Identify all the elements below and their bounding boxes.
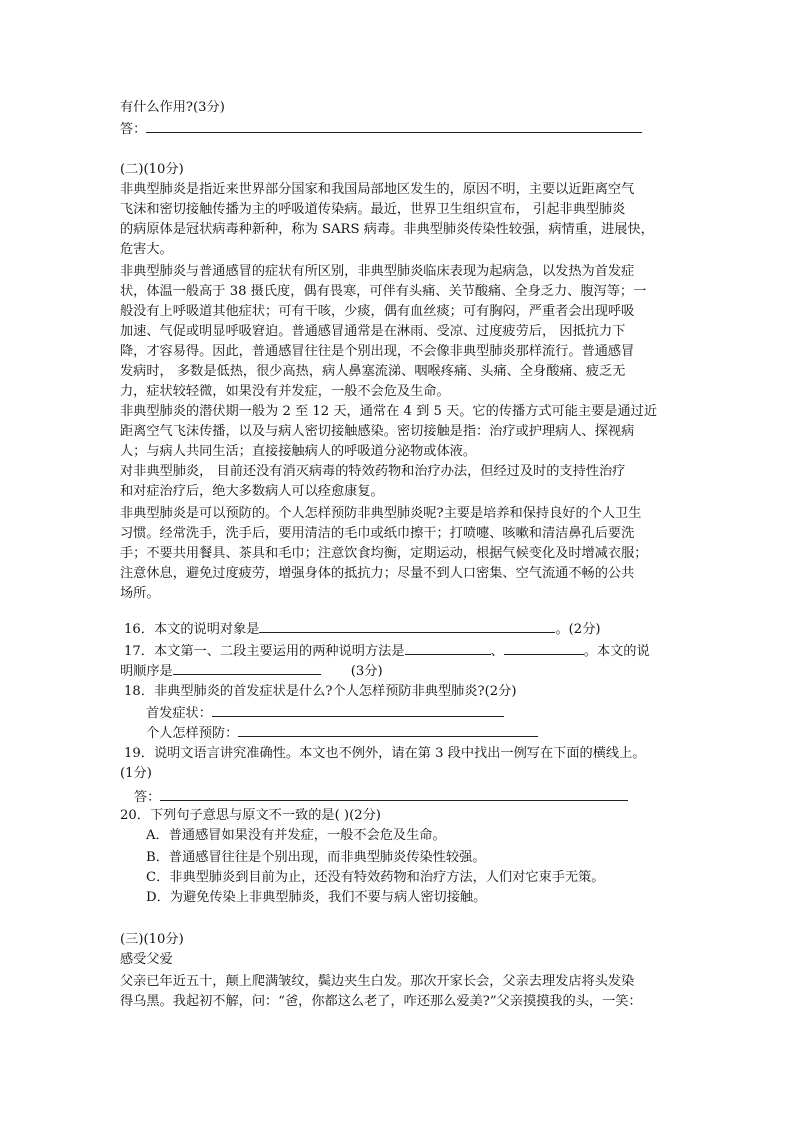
answer-blank-18a[interactable] [212,702,504,717]
question-15-tail: 有什么作用?(3分) [120,100,225,115]
paragraph-1-line-3: 的病原体是冠状病毒种新种，称为 SARS 病毒。非典型肺炎传染性较强，病情重，进展快， [120,222,654,237]
paragraph-3-line-1: 非典型肺炎的潜伏期一般为 2 至 12 天，通常在 4 到 5 天。它的传播方式可能主要是通过近 [120,404,658,419]
paragraph-1-line-2: 飞沫和密切接触传播为主的呼吸道传染病。最近，世界卫生组织宣布， 引起非典型肺炎 [120,202,626,217]
paragraph-2-line-3: 般没有上呼吸道其他症状；可有干咳，少痰，偶有血丝痰；可有胸闷，严重者会出现呼吸 [120,304,635,319]
answer-blank-16[interactable] [259,618,555,633]
paragraph-2-line-7: 力，症状较轻微，如果没有并发症，一般不会危及生命。 [120,384,450,399]
answer-blank-17b[interactable] [504,640,584,655]
question-15-answer [120,118,642,140]
paragraph-2-line-2: 状，体温一般高于 38 摄氏度，偶有畏寒，可伴有头痛、关节酸痛、全身乏力、腹泻等；一 [120,284,647,299]
answer-blank-15[interactable] [146,118,642,133]
question-19-stem: 19．说明文语言讲究准确性。本文也不例外，请在第 3 段中找出一例写在下面的横线上。 [124,746,646,761]
answer-blank-17c[interactable] [173,660,321,675]
question-18-line-a [146,702,504,724]
paragraph-5-line-1: 非典型肺炎是可以预防的。个人怎样预防非典型肺炎呢?主要是培养和保持良好的个人卫生 [120,506,642,521]
question-17-stem: 17．本文第一、二段主要运用的两种说明方法是 [124,644,405,659]
question-19-score: (1分) [120,766,152,781]
section-2-header: (二)(10分) [120,162,184,177]
paragraph-2-line-6: 发病时， 多数是低热，很少高热，病人鼻塞流涕、咽喉疼痛、头痛、全身酸痛、疲乏无 [120,364,626,379]
question-17 [124,640,650,662]
answer-label: 答： [120,122,147,137]
paragraph-2-line-1: 非典型肺炎与普通感冒的症状有所区别，非典型肺炎临床表现为起病急，以发热为首发症 [120,264,635,279]
paragraph-1-line-4: 危害大。 [120,242,173,257]
question-17-sep: 、 [490,644,504,659]
passage-title: 感受父爱 [120,952,173,967]
option-c: C．非典型肺炎到目前为止，还没有特效药物和治疗方法，人们对它束手无策。 [146,870,605,885]
question-17-line-2 [120,660,383,682]
question-19-answer [134,786,628,808]
section-3-line-1: 父亲已年近五十，颠上爬满皱纹，鬓边夹生白发。那次开家长会，父亲去理发店将头发染 [120,974,635,989]
question-17-tail: 。本文的说 [583,644,650,659]
section-3-line-2: 得乌黑。我起初不解，问：“爸，你都这么老了，咋还那么爱美?”父亲摸摸我的头，一笑： [120,994,642,1009]
option-a: A．普通感冒如果没有并发症，一般不会危及生命。 [146,828,446,843]
paragraph-3-line-2: 距离空气飞沫传播，以及与病人密切接触感染。密切接触是指：治疗或护理病人、探视病 [120,424,635,439]
option-b: B．普通感冒往往是个别出现，而非典型肺炎传染性较强。 [146,850,486,865]
option-d: D．为避免传染上非典型肺炎，我们不要与病人密切接触。 [146,890,487,905]
paragraph-5-line-4: 注意休息，避免过度疲劳，增强身体的抵抗力；尽量不到人口密集、空气流通不畅的公共 [120,566,635,581]
paragraph-4-line-1: 对非典型肺炎， 目前还没有消灭病毒的特效药物和治疗办法，但经过及时的支持性治疗 [120,464,626,479]
question-18-line-b [146,722,538,744]
question-16-stem: 16．本文的说明对象是 [124,622,260,637]
section-3-header: (三)(10分) [120,932,184,947]
answer-blank-17a[interactable] [405,640,491,655]
answer-blank-19[interactable] [160,786,628,801]
answer-label: 答： [134,790,161,805]
question-16-tail: 。(2分) [555,622,601,637]
answer-blank-18b[interactable] [238,722,538,737]
question-20-stem: 20．下列句子意思与原文不一致的是( )(2分) [120,808,381,823]
question-17-score: (3分) [350,664,383,679]
paragraph-5-line-3: 手；不要共用餐具、茶具和毛巾；注意饮食均衡，定期运动，根据气候变化及时增减衣服； [120,546,648,561]
order-label: 明顺序是 [120,664,173,679]
prevention-label: 个人怎样预防： [146,726,239,741]
paragraph-3-line-3: 人；与病人共同生活；直接接触病人的呼吸道分泌物或体液。 [120,444,477,459]
question-16 [124,618,601,640]
paragraph-2-line-4: 加速、气促或明显呼吸窘迫。普通感冒通常是在淋雨、受凉、过度疲劳后， 因抵抗力下 [120,324,626,339]
paragraph-1-line-1: 非典型肺炎是指近来世界部分国家和我国局部地区发生的，原因不明，主要以近距离空气 [120,182,635,197]
question-18-stem: 18．非典型肺炎的首发症状是什么?个人怎样预防非典型肺炎?(2分) [124,684,517,699]
first-symptom-label: 首发症状： [146,706,212,721]
paragraph-5-line-2: 习惯。经常洗手，洗手后，要用清洁的毛巾或纸巾擦干；打喷嚏、咳嗽和清洁鼻孔后要洗 [120,526,635,541]
paragraph-5-line-5: 场所。 [120,586,160,601]
paragraph-4-line-2: 和对症治疗后，绝大多数病人可以痊愈康复。 [120,484,384,499]
paragraph-2-line-5: 降，才容易得。因此，普通感冒往往是个别出现，不会像非典型肺炎那样流行。普通感冒 [120,344,635,359]
